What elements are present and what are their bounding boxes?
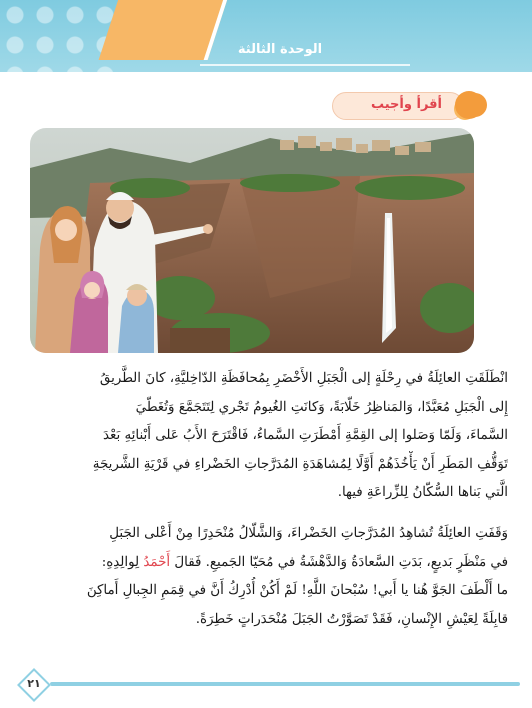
paragraph-text: في مَنْظَرٍ بَديعٍ، بَدَتِ السَّعادَةُ وَالدَّهْشَةُ في مُحَيّا الجَميعِ. فَقالَ	[174, 554, 508, 570]
paragraph-line: السَّماءَ، وَلَمّا وَصَلوا إلى القِمَّةِ أَمْطَرَتِ السَّماءُ، فَاقْتَرَحَ الأَبُ عَلى أَبْنائِهِ بَعْدَ	[103, 428, 508, 443]
paragraph-text: لِوالِدِهِ:	[101, 554, 140, 570]
flower-badge-icon	[455, 91, 483, 119]
footer-rule	[50, 682, 520, 686]
paragraph-line: ما أَلْطَفَ الجَوَّ هُنا يا أَبي! سُبْحانَ اللَّهِ! لَمْ أَكُنْ أُدْرِكُ أَنَّ في قِمَمِ الجِبالِ أَماكِنَ	[86, 583, 508, 598]
paragraph-line	[22, 549, 508, 578]
paragraph-line: انْطَلَقَتِ العائِلَةُ في رِحْلَةٍ إلى الْجَبَلِ الأَخْضَرِ بِمُحافَظَةِ الدّاخِليَّةِ، كانَ الطَّريقُ	[99, 371, 508, 386]
paragraph-line: إِلى الْجَبَلِ مُعَبَّدًا، وَالمَناظِرُ خَلّابَةً، وَكانَتِ الغُيومُ تَجْري لِتَتَجَمَّعَ وَتُغَطّيَ	[135, 399, 508, 415]
paragraph-line: وَقَفَتِ العائِلَةُ تُشاهِدُ المُدَرَّجاتِ الخَضْراءَ، وَالشَّلّالُ مُنْحَدِرًا مِنْ أَعْلى الجَبَلِ	[109, 526, 508, 541]
paragraph-one	[22, 365, 508, 508]
section-heading-label: أقرأ وأجيب	[370, 97, 442, 112]
header-underline	[200, 64, 410, 66]
paragraph-two	[22, 520, 508, 634]
unit-title: الوحدة الثالثة	[237, 42, 323, 57]
page-number: ٢١	[27, 677, 41, 690]
paragraph-line: الَّتي بَناها السُّكّانُ لِلزِّراعَةِ فيها.	[337, 485, 508, 500]
highlighted-name: أَحْمَدُ	[143, 554, 171, 570]
illustration-family-waterfall	[30, 128, 474, 353]
paragraph-line: تَوَقُّفِ المَطَرِ أَنْ يَأْخُذَهُمْ أَوَّلًا لِمُشاهَدَةِ المُدَرَّجاتِ الخَضْراءِ في قَرْيَةِ الشَّريجَةِ	[92, 456, 508, 472]
paragraph-line: قابِلَةً لِعَيْشِ الإِنْسانِ، فَقَدْ تَصَوَّرْتُ الجَبَلَ مُنْحَدَراتٍ خَطِرَةً.	[195, 611, 508, 627]
header-pattern	[0, 0, 120, 72]
